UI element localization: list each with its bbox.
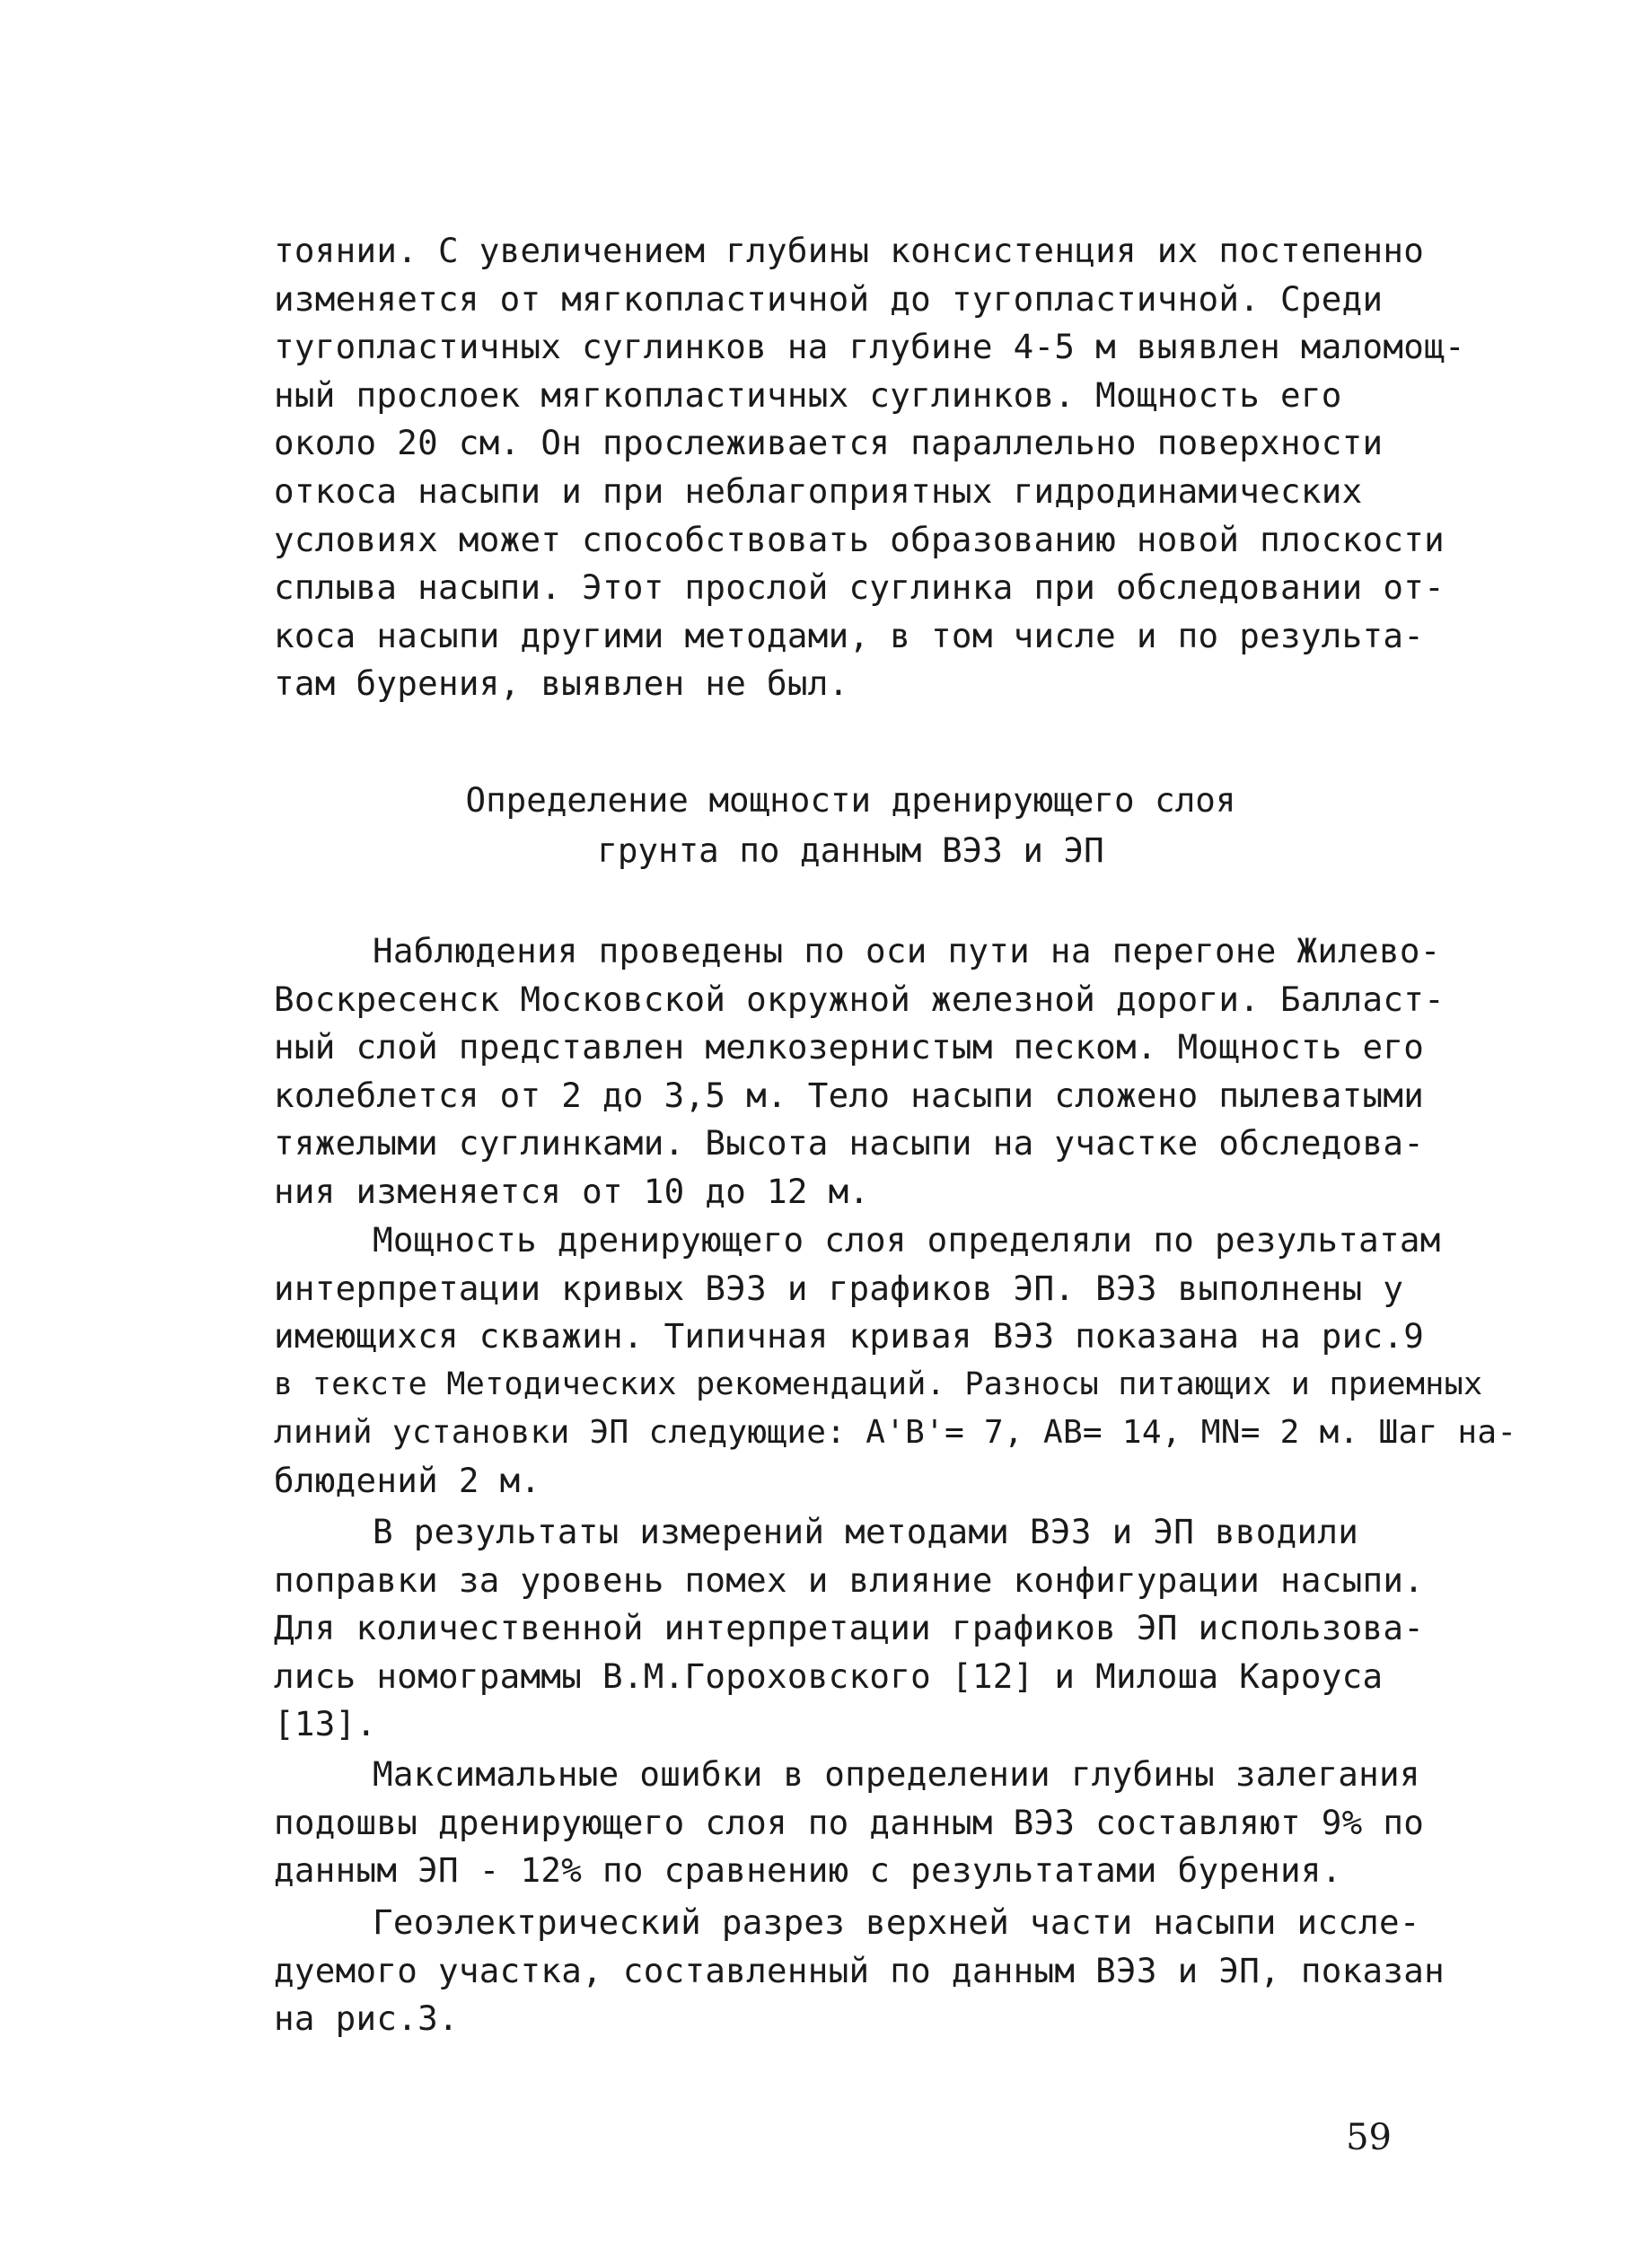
text-line: изменяется от мягкопластичной до тугопластичной. Среди bbox=[274, 278, 1384, 319]
text-line: имеющихся скважин. Типичная кривая ВЭЗ показана на рис.9 bbox=[274, 1316, 1425, 1357]
text-line: тугопластичных суглинков на глубине 4-5 м выявлен маломощ- bbox=[274, 327, 1465, 367]
paragraph-observations bbox=[274, 927, 1445, 1216]
text-line: сплыва насыпи. Этот прослой суглинка при обследовании от- bbox=[274, 567, 1445, 608]
page-number: 59 bbox=[1346, 2117, 1392, 2158]
text-line: откоса насыпи и при неблагоприятных гидродинамических bbox=[274, 470, 1363, 511]
text-line: линий установки ЭП следующие: A'B'= 7, AB= 14, MN= 2 м. Шаг на- bbox=[274, 1414, 1517, 1452]
text-line: Наблюдения проведены по оси пути на перегоне Жилево- bbox=[373, 931, 1441, 970]
text-line: Для количественной интерпретации графиков ЭП использова- bbox=[274, 1608, 1425, 1648]
section-heading bbox=[274, 775, 1428, 875]
text-line: ный прослоек мягкопластичных суглинков. Мощность его bbox=[274, 374, 1342, 415]
paragraph-section bbox=[274, 1899, 1445, 2043]
paragraph-corrections bbox=[274, 1508, 1428, 1749]
heading-line: грунта по данным ВЭЗ и ЭП bbox=[597, 830, 1104, 870]
text-line: дуемого участка, составленный по данным ВЭЗ и ЭП, показан bbox=[274, 1950, 1445, 1990]
text-line: в тексте Методических рекомендаций. Разносы питающих и приемных bbox=[274, 1366, 1483, 1402]
text-line: Максимальные ошибки в определении глубины залегания bbox=[373, 1754, 1420, 1794]
text-line: Мощность дренирующего слоя определяли по результатам bbox=[373, 1220, 1441, 1260]
text-line: Воскресенск Московской окружной железной дороги. Балласт- bbox=[274, 979, 1445, 1019]
text-line: ния изменяется от 10 до 12 м. bbox=[274, 1171, 870, 1211]
text-line: подошвы дренирующего слоя по данным ВЭЗ составляют 9% по bbox=[274, 1802, 1425, 1842]
text-line: тяжелыми суглинками. Высота насыпи на участке обследова- bbox=[274, 1123, 1425, 1164]
text-line: колеблется от 2 до 3,5 м. Тело насыпи сложено пылеватыми bbox=[274, 1075, 1425, 1115]
paragraph-errors bbox=[274, 1751, 1428, 1895]
text-line: интерпретации кривых ВЭЗ и графиков ЭП. ВЭЗ выполнены у bbox=[274, 1268, 1404, 1308]
paragraph-method bbox=[274, 1216, 1517, 1506]
text-line: тоянии. С увеличением глубины консистенция их постепенно bbox=[274, 231, 1425, 270]
paragraph-continuation bbox=[274, 227, 1465, 708]
text-line: коса насыпи другими методами, в том числе и по результа- bbox=[274, 615, 1425, 655]
heading-line: Определение мощности дренирующего слоя bbox=[465, 780, 1236, 820]
text-line: там бурения, выявлен не был. bbox=[274, 663, 849, 704]
text-line: на рис.3. bbox=[274, 1998, 459, 2039]
text-line: В результаты измерений методами ВЭЗ и ЭП вводили bbox=[373, 1512, 1359, 1551]
text-line: данным ЭП - 12% по сравнению с результатами бурения. bbox=[274, 1850, 1342, 1891]
text-line: Геоэлектрический разрез верхней части насыпи иссле- bbox=[373, 1902, 1420, 1942]
text-line: лись номограммы В.М.Гороховского [12] и Милоша Кароуса bbox=[274, 1655, 1384, 1696]
text-line: поправки за уровень помех и влияние конфигурации насыпи. bbox=[274, 1559, 1425, 1600]
text-line: блюдений 2 м. bbox=[274, 1460, 541, 1500]
text-line: около 20 см. Он прослеживается параллельно поверхности bbox=[274, 423, 1384, 463]
text-line: условиях может способствовать образованию новой плоскости bbox=[274, 519, 1445, 559]
text-line: [13]. bbox=[274, 1704, 377, 1744]
text-line: ный слой представлен мелкозернистым песком. Мощность его bbox=[274, 1027, 1425, 1067]
